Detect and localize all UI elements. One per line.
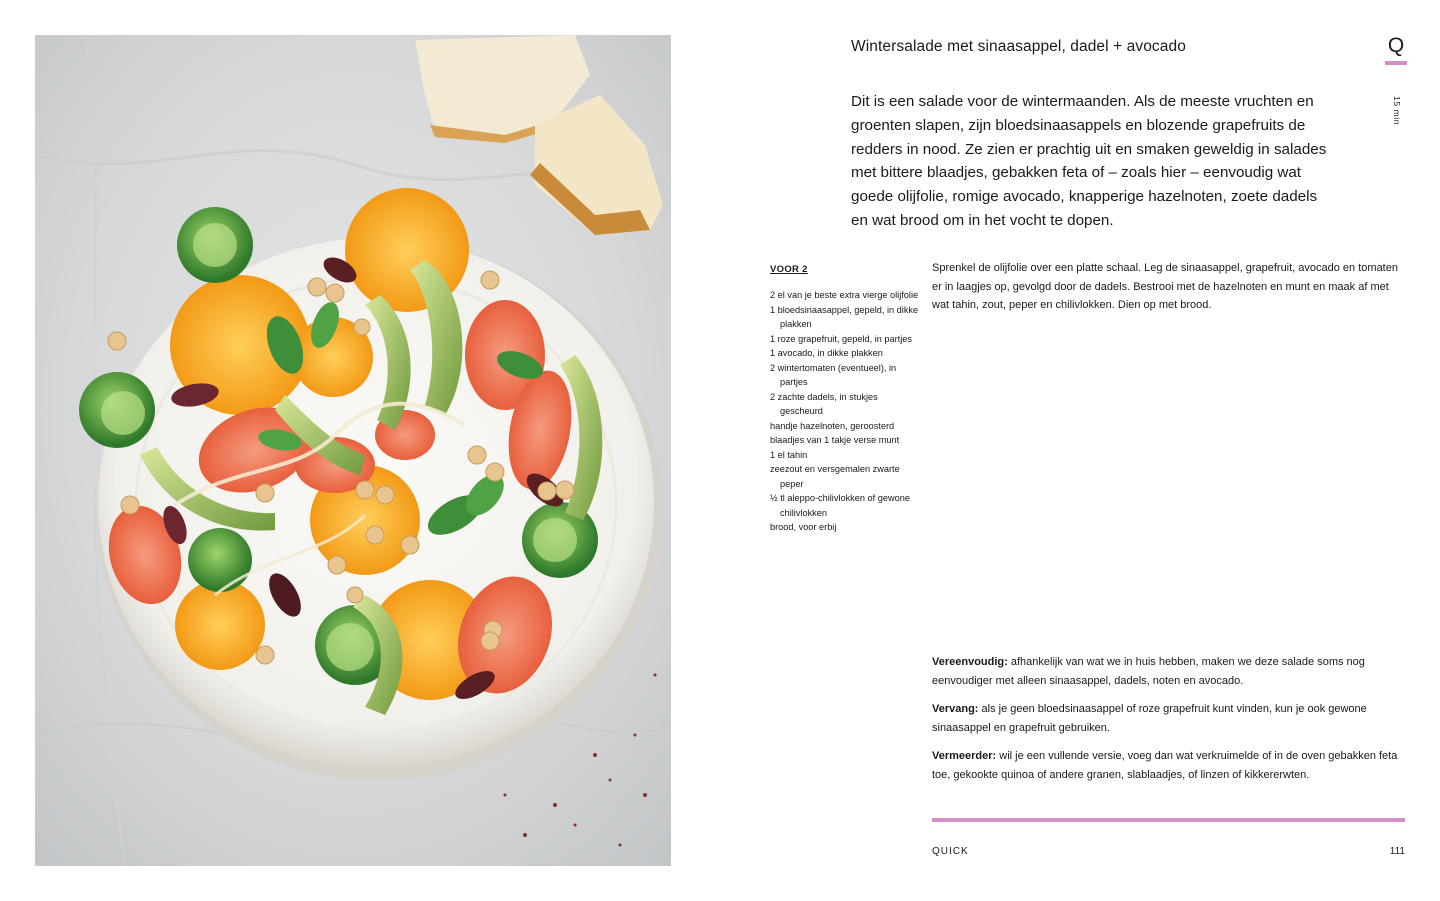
salad-photo xyxy=(35,35,671,866)
ingredient-item: 2 el van je beste extra vierge olijfolie xyxy=(770,290,919,300)
recipe-intro: Dit is een salade voor de wintermaanden. Als de meeste vruchten en groenten slapen, zijn bloedsinaasappels en blozende grapefruits de redders in nood. Ze zien er prachtig uit en smaken geweldig in salades met bittere blaadjes, gebakken feta of – zoals hier – eenvoudig wat goede olijfolie, romige avocado, knapperige hazelnoten, zoete dadels en wat brood om in het vocht te dopen. xyxy=(851,93,1327,229)
ingredient-item: 1 avocado, in dikke plakken xyxy=(770,348,883,358)
tip-substitute xyxy=(932,700,1404,737)
ingredient-item: 1 roze grapefruit, gepeld, in partjes xyxy=(770,333,912,344)
tip-label: Vermeerder: xyxy=(932,750,997,762)
tips-section xyxy=(932,653,1404,794)
tip-text: afhankelijk van wat we in huis hebben, maken we deze salade soms nog eenvoudiger met alleen sinaasappel, dadels, noten en avocado. xyxy=(932,656,1365,687)
quick-badge-underline xyxy=(1385,61,1407,65)
recipe-title: Wintersalade met sinaasappel, dadel + avocado xyxy=(851,38,1186,55)
servings-label: VOOR 2 xyxy=(770,264,808,275)
tip-text: als je geen bloedsinaasappel of roze grapefruit kunt vinden, kun je ook gewone sinaasappel en grapefruit gebruiken. xyxy=(932,703,1367,734)
ingredient-item: 1 el tahin xyxy=(770,449,808,460)
ingredient-item: 2 zachte dadels, in stukjes gescheurd xyxy=(770,391,878,416)
ingredient-item: blaadjes van 1 takje verse munt xyxy=(770,435,900,445)
section-label: QUICK xyxy=(932,846,969,857)
tip-label: Vereenvoudig: xyxy=(932,656,1008,668)
page-number: 111 xyxy=(1389,846,1405,857)
tip-text: wil je een vullende versie, voeg dan wat verkruimelde of in de oven gebakken feta toe, gekookte quinoa of andere granen, slablaadjes, of linzen of kikkererwten. xyxy=(932,750,1398,781)
footer-divider xyxy=(932,818,1405,822)
ingredient-item: 1 bloedsinaasappel, gepeld, in dikke plakken xyxy=(770,304,919,329)
tip-simplify xyxy=(932,653,1404,690)
ingredient-item: handje hazelnoten, geroosterd xyxy=(770,420,895,431)
quick-badge xyxy=(1385,33,1407,65)
ingredient-list xyxy=(770,288,922,535)
ingredient-item: ½ tl aleppo-chilivlokken of gewone chilivlokken xyxy=(770,493,910,518)
prep-time: 15 min xyxy=(1392,96,1402,126)
ingredient-item: 2 wintertomaten (eventueel), in partjes xyxy=(770,362,897,387)
tip-extend xyxy=(932,747,1404,784)
method-text: Sprenkel de olijfolie over een platte schaal. Leg de sinaasappel, grapefruit, avocado en tomaten er in laagjes op, gevolgd door de dadels. Bestrooi met de hazelnoten en munt en maak af met wat tahin, zout, peper en chilivlokken. Dien op met brood. xyxy=(932,262,1398,311)
tip-label: Vervang: xyxy=(932,703,979,715)
ingredient-item: brood, voor erbij xyxy=(770,522,837,532)
ingredient-item: zeezout en versgemalen zwarte peper xyxy=(770,464,900,489)
quick-badge-letter: Q xyxy=(1387,34,1405,57)
